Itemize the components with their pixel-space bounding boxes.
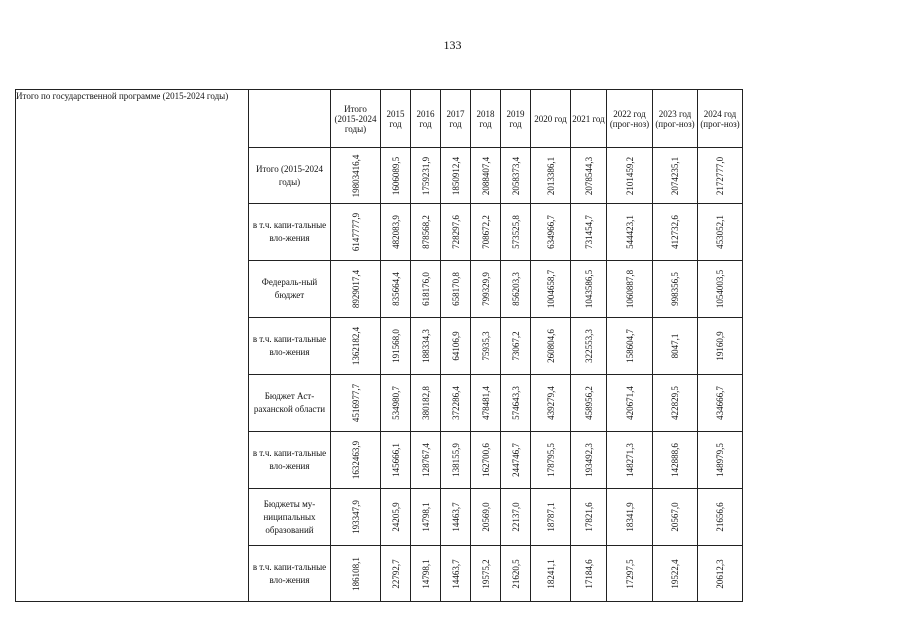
cell-value: 4516977,7 — [350, 383, 361, 423]
value-cell — [501, 148, 531, 204]
value-cell — [607, 489, 653, 546]
row-label: в т.ч. капи-тальные вло-жения — [249, 204, 331, 261]
cell-value: 534980,7 — [390, 386, 401, 420]
value-cell — [381, 432, 411, 489]
value-cell — [331, 375, 381, 432]
value-cell — [698, 546, 743, 602]
value-cell — [411, 432, 441, 489]
value-cell — [698, 432, 743, 489]
cell-value: 1362182,4 — [350, 326, 361, 366]
cell-value: 148979,5 — [715, 443, 725, 477]
value-cell — [441, 432, 471, 489]
cell-value: 14463,7 — [450, 502, 461, 532]
value-cell — [571, 375, 607, 432]
header-year: 2016 год — [411, 90, 441, 148]
value-cell — [411, 375, 441, 432]
value-cell — [381, 204, 411, 261]
cell-value: 20567,0 — [670, 502, 680, 532]
cell-value: 186108,1 — [350, 556, 361, 591]
value-cell — [607, 432, 653, 489]
row-label: Итого (2015-2024 годы) — [249, 148, 331, 204]
value-cell — [531, 148, 571, 204]
cell-value: 162700,6 — [480, 443, 491, 477]
cell-value: 18341,9 — [624, 502, 635, 532]
cell-value: 20612,3 — [715, 558, 725, 589]
cell-value: 75935,3 — [480, 331, 491, 361]
cell-value: 193347,9 — [350, 500, 361, 534]
cell-value: 878568,2 — [420, 215, 431, 249]
cell-value: 21620,5 — [510, 558, 521, 589]
cell-value: 2172777,0 — [715, 156, 725, 195]
cell-value: 20569,0 — [480, 502, 491, 532]
cell-value: 18787,1 — [545, 502, 556, 532]
cell-value: 372286,4 — [450, 386, 461, 420]
value-cell — [531, 489, 571, 546]
cell-value: 544423,1 — [624, 215, 635, 249]
cell-value: 138155,9 — [450, 443, 461, 477]
value-cell — [441, 318, 471, 375]
value-cell — [381, 148, 411, 204]
value-cell — [571, 318, 607, 375]
row-label: в т.ч. капи-тальные вло-жения — [249, 318, 331, 375]
value-cell — [653, 375, 698, 432]
value-cell — [571, 546, 607, 602]
cell-value: 148271,3 — [624, 443, 635, 477]
value-cell — [607, 318, 653, 375]
header-year: 2017 год — [441, 90, 471, 148]
value-cell — [411, 204, 441, 261]
cell-value: 142888,6 — [670, 443, 680, 477]
value-cell — [653, 261, 698, 318]
value-cell — [381, 489, 411, 546]
header-total: Итого (2015-2024 годы) — [331, 90, 381, 148]
cell-value: 18241,1 — [545, 558, 556, 589]
value-cell — [607, 375, 653, 432]
value-cell — [381, 375, 411, 432]
value-cell — [607, 261, 653, 318]
value-cell — [653, 489, 698, 546]
value-cell — [531, 204, 571, 261]
budget-table — [15, 89, 743, 602]
cell-value: 188334,3 — [420, 329, 431, 363]
cell-value: 244746,7 — [510, 443, 521, 477]
value-cell — [471, 261, 501, 318]
cell-value: 191568,0 — [390, 329, 401, 363]
row-label: Федераль-ный бюджет — [249, 261, 331, 318]
header-forecast-year: 2024 год (прог-ноз) — [698, 90, 743, 148]
value-cell — [441, 204, 471, 261]
cell-value: 19575,2 — [480, 558, 491, 589]
cell-value: 634966,7 — [545, 215, 556, 249]
cell-value: 998356,5 — [670, 272, 680, 306]
cell-value: 574643,3 — [510, 386, 521, 420]
cell-value: 128767,4 — [420, 443, 431, 477]
value-cell — [441, 148, 471, 204]
cell-value: 21656,6 — [715, 502, 725, 532]
cell-value: 2058373,4 — [510, 156, 521, 195]
value-cell — [571, 432, 607, 489]
value-cell — [653, 204, 698, 261]
cell-value: 478481,4 — [480, 386, 491, 420]
value-cell — [331, 204, 381, 261]
value-cell — [381, 261, 411, 318]
cell-value: 728297,6 — [450, 215, 461, 249]
cell-value: 24205,9 — [390, 502, 401, 532]
value-cell — [411, 318, 441, 375]
cell-value: 8929017,4 — [350, 269, 361, 309]
value-cell — [331, 318, 381, 375]
value-cell — [698, 489, 743, 546]
row-label: Бюджет Аст-раханской области — [249, 375, 331, 432]
header-year: 2021 год — [571, 90, 607, 148]
cell-value: 6147777,9 — [350, 212, 361, 252]
value-cell — [471, 546, 501, 602]
value-cell — [571, 489, 607, 546]
value-cell — [441, 261, 471, 318]
value-cell — [653, 148, 698, 204]
value-cell — [531, 375, 571, 432]
value-cell — [531, 432, 571, 489]
header-forecast-year: 2022 год (прог-ноз) — [607, 90, 653, 148]
value-cell — [331, 432, 381, 489]
value-cell — [501, 375, 531, 432]
value-cell — [698, 148, 743, 204]
value-cell — [531, 261, 571, 318]
value-cell — [501, 261, 531, 318]
header-year: 2018 год — [471, 90, 501, 148]
program-title: Итого по государственной программе (2015-2024 годы) — [16, 90, 249, 602]
cell-value: 64106,9 — [450, 331, 461, 361]
cell-value: 856203,3 — [510, 272, 521, 306]
value-cell — [501, 318, 531, 375]
value-cell — [411, 261, 441, 318]
value-cell — [411, 148, 441, 204]
cell-value: 2078544,3 — [583, 156, 594, 195]
value-cell — [653, 432, 698, 489]
cell-value: 1004658,7 — [545, 269, 556, 309]
cell-value: 422829,5 — [670, 386, 680, 420]
cell-value: 158604,7 — [624, 329, 635, 363]
cell-value: 731454,7 — [583, 215, 594, 249]
value-cell — [571, 148, 607, 204]
value-cell — [531, 546, 571, 602]
value-cell — [471, 204, 501, 261]
value-cell — [331, 546, 381, 602]
value-cell — [441, 375, 471, 432]
value-cell — [501, 489, 531, 546]
header-row — [16, 90, 743, 148]
cell-value: 380182,8 — [420, 386, 431, 420]
corner-cell — [249, 90, 331, 148]
header-year: 2019 год — [501, 90, 531, 148]
row-label: в т.ч. капи-тальные вло-жения — [249, 432, 331, 489]
cell-value: 260804,6 — [545, 329, 556, 363]
header-forecast-year: 2023 год (прог-ноз) — [653, 90, 698, 148]
value-cell — [698, 261, 743, 318]
value-cell — [381, 318, 411, 375]
row-label: Бюджеты му-ниципальных образований — [249, 489, 331, 546]
cell-value: 17821,6 — [583, 502, 594, 532]
header-year: 2020 год — [531, 90, 571, 148]
cell-value: 482083,9 — [390, 215, 401, 249]
cell-value: 17184,6 — [583, 558, 594, 589]
cell-value: 19522,4 — [670, 558, 680, 589]
value-cell — [571, 204, 607, 261]
row-label: в т.ч. капи-тальные вло-жения — [249, 546, 331, 602]
cell-value: 412732,6 — [670, 215, 680, 249]
cell-value: 73067,2 — [510, 331, 521, 361]
value-cell — [331, 261, 381, 318]
value-cell — [607, 546, 653, 602]
value-cell — [501, 204, 531, 261]
value-cell — [607, 204, 653, 261]
cell-value: 19160,9 — [715, 331, 725, 361]
cell-value: 434666,7 — [715, 386, 725, 420]
cell-value: 453052,1 — [715, 215, 725, 249]
cell-value: 420671,4 — [624, 386, 635, 420]
cell-value: 145666,1 — [390, 443, 401, 477]
value-cell — [411, 489, 441, 546]
value-cell — [331, 148, 381, 204]
value-cell — [607, 148, 653, 204]
value-cell — [571, 261, 607, 318]
cell-value: 322553,3 — [583, 329, 594, 363]
value-cell — [698, 375, 743, 432]
cell-value: 2101459,2 — [624, 156, 635, 195]
cell-value: 618176,0 — [420, 272, 431, 306]
cell-value: 22792,7 — [390, 558, 401, 589]
value-cell — [653, 318, 698, 375]
cell-value: 1759231,9 — [420, 156, 431, 195]
cell-value: 178795,5 — [545, 443, 556, 477]
value-cell — [698, 204, 743, 261]
value-cell — [653, 546, 698, 602]
cell-value: 14463,7 — [450, 558, 461, 589]
cell-value: 193492,3 — [583, 443, 594, 477]
cell-value: 799329,9 — [480, 272, 491, 306]
cell-value: 14798,1 — [420, 502, 431, 532]
value-cell — [471, 489, 501, 546]
cell-value: 458956,2 — [583, 386, 594, 420]
value-cell — [331, 489, 381, 546]
cell-value: 2074235,1 — [670, 156, 680, 195]
cell-value: 8047,1 — [670, 333, 680, 359]
cell-value: 1632463,9 — [350, 440, 361, 480]
cell-value: 1850912,4 — [450, 156, 461, 195]
value-cell — [501, 546, 531, 602]
value-cell — [441, 489, 471, 546]
cell-value: 2013386,1 — [545, 156, 556, 195]
cell-value: 17297,5 — [624, 558, 635, 589]
cell-value: 835664,4 — [390, 272, 401, 306]
cell-value: 22137,0 — [510, 502, 521, 532]
value-cell — [698, 318, 743, 375]
value-cell — [471, 148, 501, 204]
cell-value: 708672,2 — [480, 215, 491, 249]
cell-value: 1054003,5 — [715, 269, 725, 309]
value-cell — [381, 546, 411, 602]
cell-value: 573525,8 — [510, 215, 521, 249]
value-cell — [441, 546, 471, 602]
cell-value: 19803416,4 — [350, 154, 361, 197]
value-cell — [471, 375, 501, 432]
value-cell — [531, 318, 571, 375]
value-cell — [471, 432, 501, 489]
cell-value: 658170,8 — [450, 272, 461, 306]
header-year: 2015 год — [381, 90, 411, 148]
cell-value: 2088407,4 — [480, 156, 491, 195]
value-cell — [471, 318, 501, 375]
cell-value: 14798,1 — [420, 558, 431, 589]
value-cell — [501, 432, 531, 489]
cell-value: 1043586,5 — [583, 269, 594, 309]
cell-value: 439279,4 — [545, 386, 556, 420]
page-number: 133 — [443, 38, 462, 52]
cell-value: 1606089,5 — [390, 156, 401, 195]
cell-value: 1060887,8 — [624, 269, 635, 309]
value-cell — [411, 546, 441, 602]
